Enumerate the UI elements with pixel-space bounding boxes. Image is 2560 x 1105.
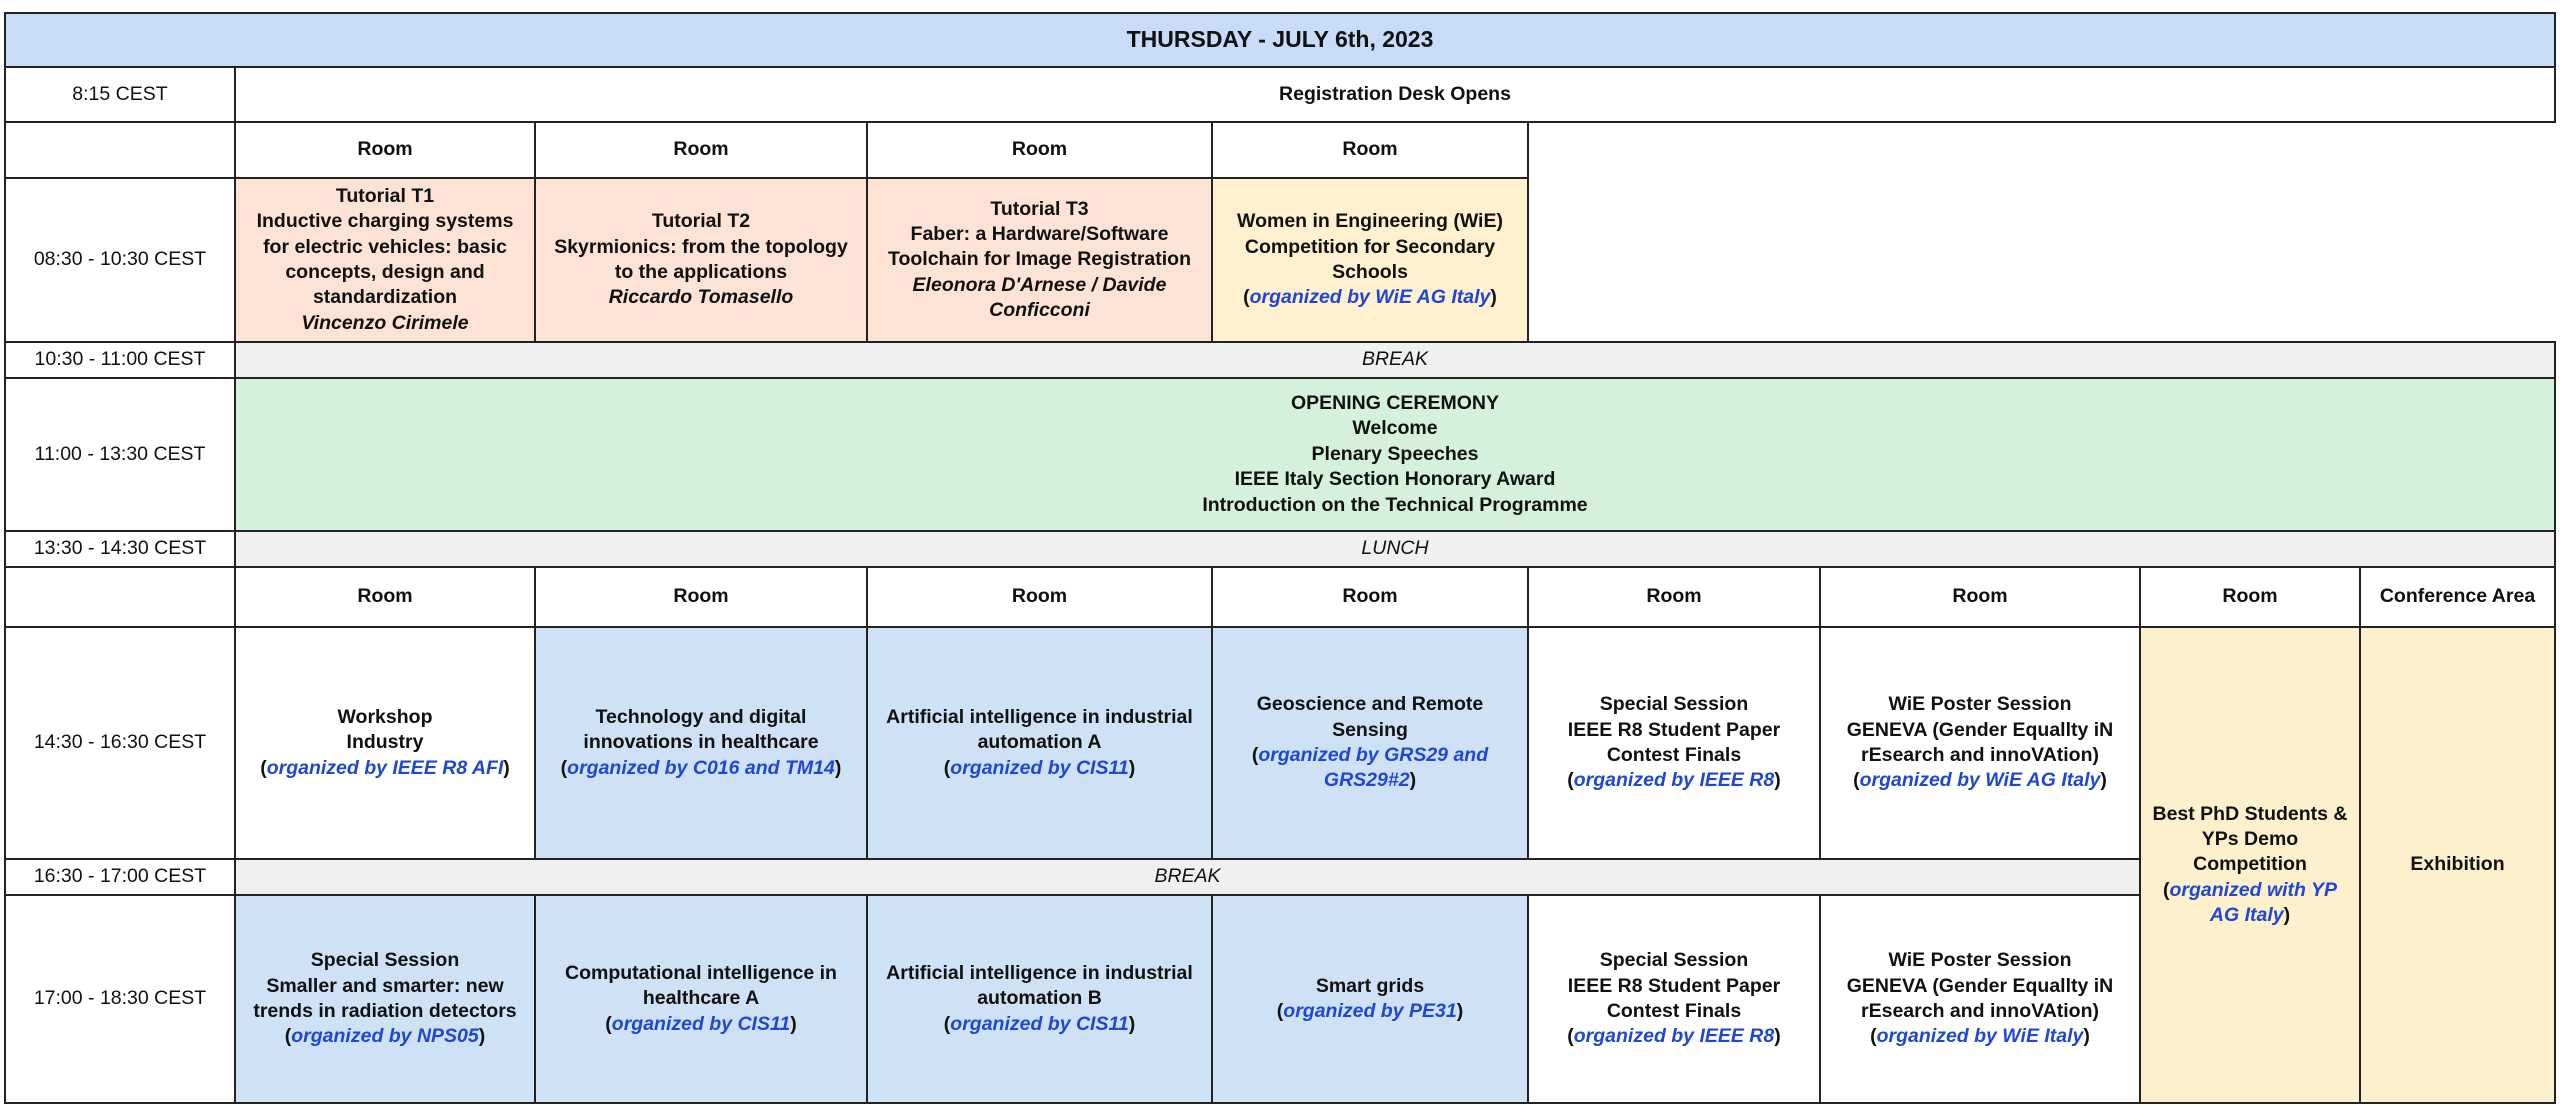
tutorial-t1-line: for electric vehicles: basic [263,235,507,258]
session-line: Special Session [1599,949,1749,972]
room-header: Room [1528,567,1820,627]
ceremony-title: OPENING CEREMONY [1290,392,1500,415]
session-workshop-industry: Workshop Industry (organized by IEEE R8 AFI) [235,627,535,859]
time-registration: 8:15 CEST [5,67,235,122]
session-student-paper-2: Special Session IEEE R8 Student Paper Contest Finals (organized by IEEE R8) [1528,895,1820,1103]
tutorial-t2-line: Skyrmionics: from the topology [554,235,848,258]
tutorial-t2-title: Tutorial T2 [651,210,751,233]
session-smart-grids: Smart grids (organized by PE31) [1212,895,1528,1103]
tutorial-t3-author: Conficconi [989,299,1090,322]
break-1: BREAK [235,342,2555,378]
tutorial-t3-line: Faber: a Hardware/Software [910,222,1169,245]
session-line: rEsearch and innoVAtion) [1861,1000,2099,1022]
session-line: Geoscience and Remote [1256,693,1484,716]
break-2: BREAK [235,859,2140,895]
session-line: Contest Finals [1606,744,1742,766]
tutorial-t1-line: concepts, design and [285,261,485,283]
session-line: YPs Demo [2201,827,2299,850]
session-line: IEEE R8 Student Paper [1567,974,1781,997]
room-header: Room [867,122,1212,178]
organizer-link[interactable]: organized by C016 and TM14 [567,756,835,779]
session-line: GENEVA (Gender Equallty iN [1846,718,2114,741]
organizer-link[interactable]: AG Italy [2209,904,2284,927]
session-line: GENEVA (Gender Equallty iN [1846,974,2114,997]
session-line: innovations in healthcare [583,731,819,754]
time-session-2: 17:00 - 18:30 CEST [5,895,235,1103]
organizer-link[interactable]: organized by CIS11 [950,756,1129,779]
time-tutorials: 08:30 - 10:30 CEST [5,178,235,342]
session-ai-automation-a: Artificial intelligence in industrial automation A (organized by CIS11) [867,627,1212,859]
session-line: automation A [977,731,1102,754]
organizer-link[interactable]: organized by CIS11 [950,1012,1129,1035]
session-line: WiE Poster Session [1888,693,2072,716]
session-line: Special Session [310,949,460,972]
opening-ceremony [235,378,2555,531]
tutorial-t3-title: Tutorial T3 [990,197,1089,220]
session-line: healthcare A [642,987,760,1010]
organizer-link[interactable]: organized by IEEE R8 [1573,1025,1775,1048]
session-line: WiE Poster Session [1888,949,2072,972]
session-ai-automation-b: Artificial intelligence in industrial automation B (organized by CIS11) [867,895,1212,1103]
session-line: Computational intelligence in [565,961,837,984]
tutorial-t1-title: Tutorial T1 [335,184,435,207]
organizer-link[interactable]: organized by IEEE R8 [1573,769,1775,792]
day-title: THURSDAY - JULY 6th, 2023 [5,13,2555,67]
organizer-link[interactable]: organized by NPS05 [291,1025,479,1048]
session-line: Technology and digital [595,705,807,728]
tutorial-t2 [535,178,867,342]
wie-competition-line: Women in Engineering (WiE) [1237,210,1503,233]
session-line: Smart grids [1315,974,1425,997]
tutorial-t3 [867,178,1212,342]
schedule-table [4,12,2556,1104]
room-header: Room [535,122,867,178]
tutorial-t3-line: Toolchain for Image Registration [887,248,1191,271]
time-session-1: 14:30 - 16:30 CEST [5,627,235,859]
ceremony-line: Plenary Speeches [1311,442,1479,465]
session-line: Smaller and smarter: new [266,974,504,997]
session-wie-poster-2: WiE Poster Session GENEVA (Gender Equallty iN rEsearch and innoVAtion) (organized by WiE Italy) [1820,895,2140,1103]
session-computational-healthcare: Computational intelligence in healthcare A (organized by CIS11) [535,895,867,1103]
session-radiation-detectors: Special Session Smaller and smarter: new trends in radiation detectors (organized by NPS05) [235,895,535,1103]
organizer-link[interactable]: GRS29#2 [1323,769,1410,792]
session-line: automation B [977,987,1102,1010]
wie-competition: Women in Engineering (WiE) Competition for Secondary Schools (organized by WiE AG Italy) [1212,178,1528,342]
session-wie-poster-1: WiE Poster Session GENEVA (Gender Equallty iN rEsearch and innoVAtion) (organized by WiE AG Italy) [1820,627,2140,859]
wie-competition-line: Competition for Secondary [1244,235,1496,258]
session-digital-healthcare: Technology and digital innovations in healthcare (organized by C016 and TM14) [535,627,867,859]
session-line: Artificial intelligence in industrial [886,961,1193,984]
organizer-link[interactable]: organized by PE31 [1283,1000,1457,1022]
session-student-paper-1: Special Session IEEE R8 Student Paper Contest Finals (organized by IEEE R8) [1528,627,1820,859]
session-line: Sensing [1332,718,1408,741]
room-header: Room [235,567,535,627]
tutorial-t1 [235,178,535,342]
session-line: IEEE R8 Student Paper [1567,718,1781,741]
ceremony-line: Welcome [1352,417,1438,440]
session-line: Contest Finals [1606,1000,1742,1022]
session-line: trends in radiation detectors [253,1000,517,1022]
time-ceremony: 11:00 - 13:30 CEST [5,378,235,531]
time-break-2: 16:30 - 17:00 CEST [5,859,235,895]
exhibition: Exhibition [2360,627,2555,1103]
session-line: Industry [346,731,424,754]
organizer-link[interactable]: organized by GRS29 and [1258,744,1489,766]
conference-area-header: Conference Area [2360,567,2555,627]
room-header: Room [1212,122,1528,178]
organizer-link[interactable]: organized by WiE AG Italy [1249,286,1491,309]
wie-competition-line: Schools [1332,261,1408,283]
ceremony-line: IEEE Italy Section Honorary Award [1234,468,1556,491]
room-header: Room [535,567,867,627]
session-geoscience: Geoscience and Remote Sensing (organized by GRS29 and GRS29#2) [1212,627,1528,859]
session-line: rEsearch and innoVAtion) [1861,744,2099,766]
organizer-link[interactable]: organized by IEEE R8 AFI [266,756,504,779]
tutorial-t2-line: to the applications [614,261,788,283]
registration-desk: Registration Desk Opens [235,67,2555,122]
tutorial-t1-line: standardization [312,286,458,309]
tutorial-t2-author: Riccardo Tomasello [608,286,794,309]
session-line: Best PhD Students & [2152,802,2348,825]
organizer-link[interactable]: organized by WiE AG Italy [1859,769,2101,792]
session-line: Workshop [337,705,433,728]
tutorial-t1-author: Vincenzo Cirimele [301,311,469,334]
room-header: Room [1212,567,1528,627]
time-lunch: 13:30 - 14:30 CEST [5,531,235,567]
ceremony-line: Introduction on the Technical Programme [1202,493,1588,516]
organizer-link[interactable]: organized by WiE Italy [1876,1025,2084,1048]
session-line: Competition [2193,853,2307,876]
session-line: Special Session [1599,693,1749,716]
empty-area [1528,122,2555,342]
room-header: Room [867,567,1212,627]
organizer-link[interactable]: organized by CIS11 [611,1012,791,1035]
room-header: Room [1820,567,2140,627]
lunch-break: LUNCH [235,531,2555,567]
session-line: Artificial intelligence in industrial [886,705,1193,728]
organizer-link[interactable]: organized with YP [2169,878,2338,901]
room-header: Room [235,122,535,178]
tutorial-t1-line: Inductive charging systems [256,210,514,233]
empty-time-cell [5,567,235,627]
room-header: Room [2140,567,2360,627]
tutorial-t3-author: Eleonora D'Arnese / Davide [912,273,1167,296]
time-break-1: 10:30 - 11:00 CEST [5,342,235,378]
phd-demo-competition: Best PhD Students & YPs Demo Competition (organized with YP AG Italy) [2140,627,2360,1103]
empty-time-cell [5,122,235,178]
